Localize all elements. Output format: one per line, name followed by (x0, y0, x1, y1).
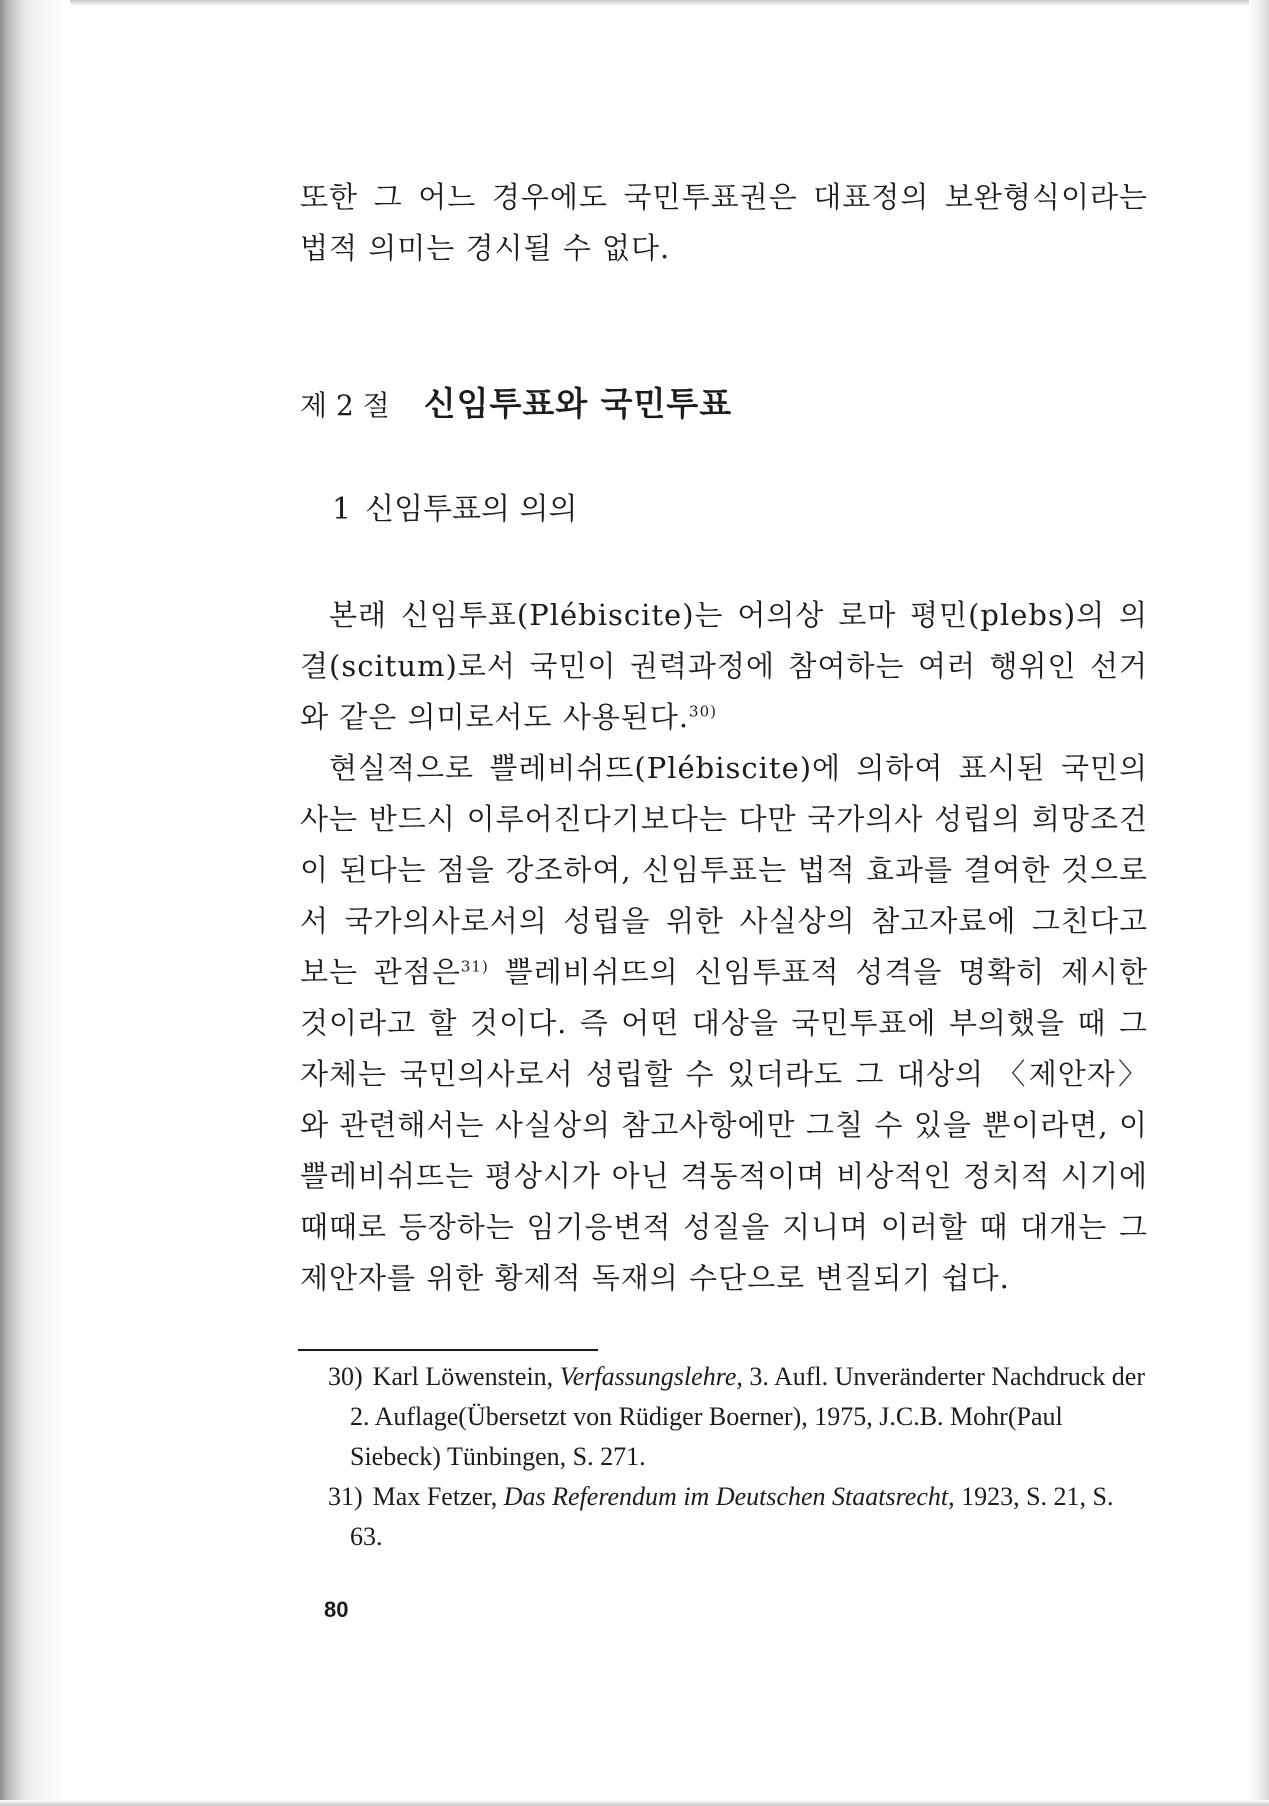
paragraph-1-text: 본래 신임투표(Plébiscite)는 어의상 로마 평민(plebs)의 의결(scitum)로서 국민이 권력과정에 참여하는 여러 행위인 선거와 같은 의미로서도 사용된다. (300, 598, 1148, 734)
footnote-title: Verfassungslehre, (559, 1362, 743, 1391)
section-heading (300, 378, 732, 432)
footnote-31 (328, 1477, 1148, 1557)
page-binding-shadow (0, 0, 70, 1806)
opening-paragraph: 또한 그 어느 경우에도 국민투표권은 대표정의 보완형식이라는 법적 의미는 경시될 수 없다. (300, 180, 1148, 265)
section-title: 신임투표와 국민투표 (423, 384, 733, 423)
footnote-details: , 1923, S. 21, S. 63. (350, 1482, 1114, 1551)
footnote-divider (298, 1349, 598, 1351)
footnotes (328, 1357, 1148, 1557)
footnote-title: Das Referendum im Deutschen Staatsrecht (503, 1482, 949, 1511)
footnote-author: Max Fetzer, (372, 1482, 504, 1511)
section-number: 제 2 절 (300, 389, 390, 422)
footnote-ref-30: 30) (689, 702, 717, 721)
subsection-number: 1 (332, 492, 352, 527)
page-top-edge (0, 0, 1269, 6)
page-bottom-edge (0, 1800, 1269, 1806)
subsection-heading (332, 484, 578, 536)
footnote-marker: 30) (328, 1362, 363, 1391)
footnote-ref-31: 31) (460, 957, 489, 976)
paragraph-plebiscite-origin (300, 590, 1148, 743)
paragraph-2-text-before: 현실적으로 쁠레비쉬뜨(Plébiscite)에 의하여 표시된 국민의사는 반드시 이루어진다기보다는 다만 국가의사 성립의 희망조건이 된다는 점을 강조하여, 신임투표는 법적 효과를 결여한 것으로서 국가의사로서의 성립을 위한 사실상의 참고자료에 그친다고 보는 관점은 (300, 751, 1148, 989)
subsection-title: 신임투표의 의의 (365, 492, 578, 527)
page-right-edge (1249, 0, 1269, 1806)
footnote-marker: 31) (328, 1482, 363, 1511)
paragraph-2-text-after: 쁠레비쉬뜨의 신임투표적 성격을 명확히 제시한 것이라고 할 것이다. 즉 어떤 대상을 국민투표에 부의했을 때 그 자체는 국민의사로서 성립할 수 있더라도 그 대상의 〈제안자〉와 관련해서는 사실상의 참고사항에만 그칠 수 있을 뿐이라면, 이 쁠레비쉬뜨는 평상시가 아닌 격동적이며 비상적인 정치적 시기에 때때로 등장하는 임기응변적 성질을 지니며 이러할 때 대개는 그 제안자를 위한 황제적 독재의 수단으로 변질되기 쉽다. (300, 955, 1148, 1295)
footnote-30 (328, 1357, 1148, 1477)
paragraph-plebiscite-character (300, 743, 1148, 1304)
page-number: 80 (324, 1597, 349, 1622)
footnote-author: Karl Löwenstein, (372, 1362, 560, 1391)
footnote-details: 3. Aufl. Unveränderter Nachdruck der 2. Auflage(Übersetzt von Rüdiger Boerner), 1975, J.C.B. Mohr(Paul Siebeck) Tünbingen, S. 271. (350, 1362, 1146, 1471)
